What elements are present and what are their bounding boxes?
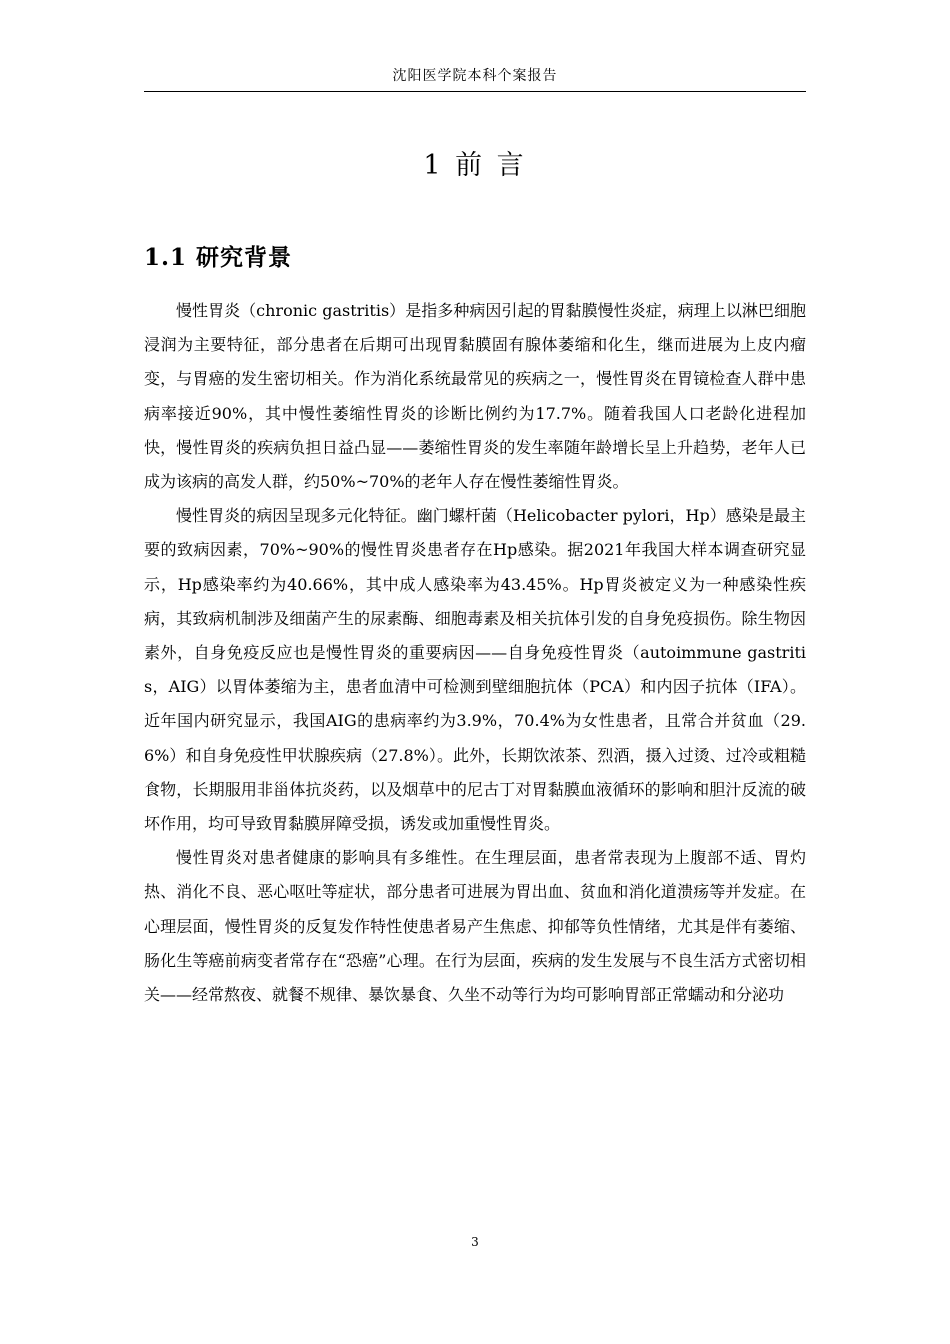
page-number: 3 <box>471 1235 479 1249</box>
body-text <box>144 294 806 1012</box>
chapter-title: 1 前 言 <box>423 150 527 181</box>
paragraph: 慢性胃炎（chronic gastritis）是指多种病因引起的胃黏膜慢性炎症，病理上以淋巴细胞浸润为主要特征，部分患者在后期可出现胃黏膜固有腺体萎缩和化生，继而进展为上皮内瘤变，与胃癌的发生密切相关。作为消化系统最常见的疾病之一，慢性胃炎在胃镜检查人群中患病率接近90%，其中慢性萎缩性胃炎的诊断比例约为17.7%。随着我国人口老龄化进程加快，慢性胃炎的疾病负担日益凸显——萎缩性胃炎的发生率随年龄增长呈上升趋势，老年人已成为该病的高发人群，约50%~70%的老年人存在慢性萎缩性胃炎。 <box>144 301 806 492</box>
paragraph: 慢性胃炎对患者健康的影响具有多维性。在生理层面，患者常表现为上腹部不适、胃灼热、消化不良、恶心呕吐等症状，部分患者可进展为胃出血、贫血和消化道溃疡等并发症。在心理层面，慢性胃炎的反复发作特性使患者易产生焦虑、抑郁等负性情绪，尤其是伴有萎缩、肠化生等癌前病变者常存在“恐癌”心理。在行为层面，疾病的发生发展与不良生活方式密切相关——经常熬夜、就餐不规律、暴饮暴食、久坐不动等行为均可影响胃部正常蠕动和分泌功 <box>144 848 806 1005</box>
running-header: 沈阳医学院本科个案报告 <box>392 68 558 84</box>
paragraph: 慢性胃炎的病因呈现多元化特征。幽门螺杆菌（Helicobacter pylori，Hp）感染是最主要的致病因素，70%~90%的慢性胃炎患者存在Hp感染。据2021年我国大样本调查研究显示，Hp感染率约为40.66%，其中成人感染率为43.45%。Hp胃炎被定义为一种感染性疾病，其致病机制涉及细菌产生的尿素酶、细胞毒素及相关抗体引发的自身免疫损伤。除生物因素外，自身免疫反应也是慢性胃炎的重要病因——自身免疫性胃炎（autoimmune gastritis，AIG）以胃体萎缩为主，患者血清中可检测到壁细胞抗体（PCA）和内因子抗体（IFA）。近年国内研究显示，我国AIG的患病率约为3.9%，70.4%为女性患者，且常合并贫血（29.6%）和自身免疫性甲状腺疾病（27.8%）。此外，长期饮浓茶、烈酒，摄入过烫、过冷或粗糙食物，长期服用非甾体抗炎药，以及烟草中的尼古丁对胃黏膜血液循环的影响和胆汁反流的破坏作用，均可导致胃黏膜屏障受损，诱发或加重慢性胃炎。 <box>144 506 806 834</box>
section-heading: 1.1 研究背景 <box>144 244 293 271</box>
header-rule <box>144 91 806 92</box>
